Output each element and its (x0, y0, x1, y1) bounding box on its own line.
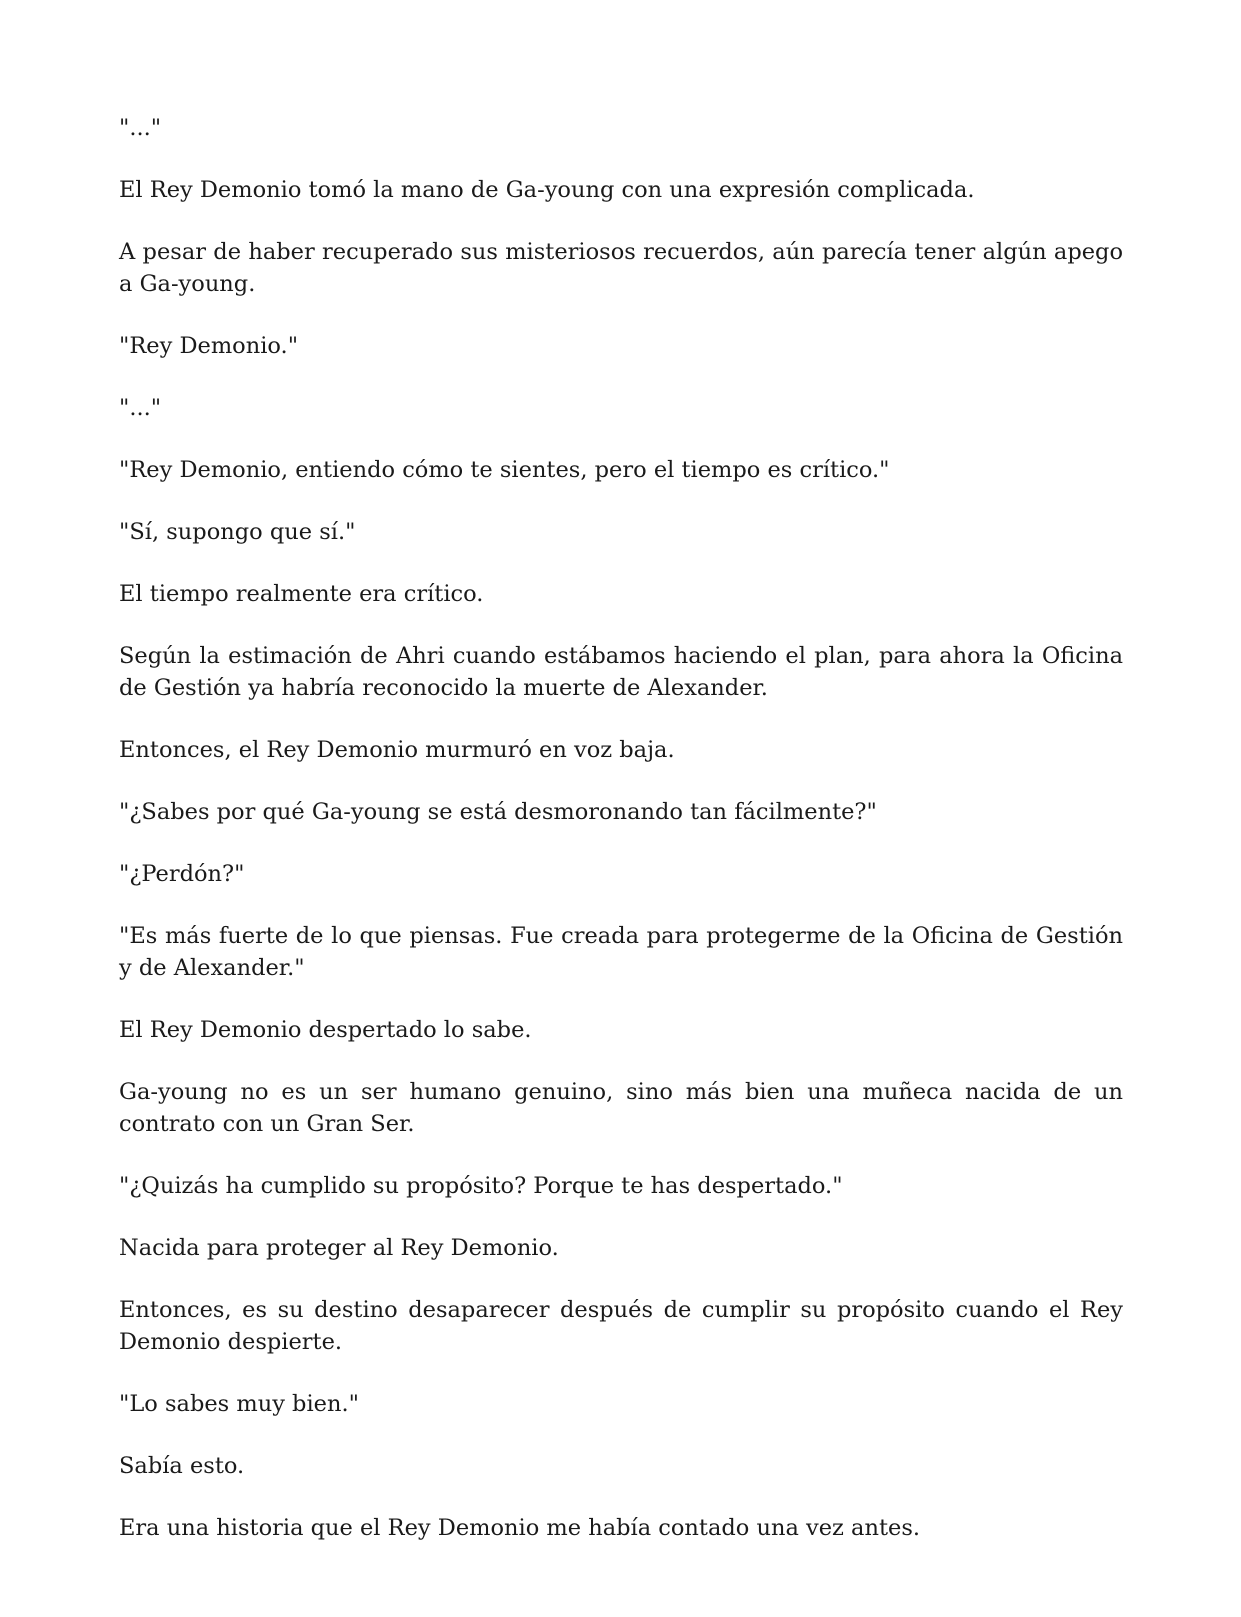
paragraph: "Rey Demonio." (119, 333, 299, 359)
paragraph: Según la estimación de Ahri cuando estábamos haciendo el plan, para ahora la Oficina de Gestión ya habría reconocido la muerte de Alexander. (119, 643, 1123, 701)
paragraph: Entonces, es su destino desaparecer después de cumplir su propósito cuando el Rey Demonio despierte. (119, 1297, 1123, 1355)
paragraph: "..." (119, 395, 162, 421)
document-body (119, 112, 1123, 1574)
paragraph: A pesar de haber recuperado sus misteriosos recuerdos, aún parecía tener algún apego a Ga-young. (119, 239, 1123, 297)
paragraph: "Lo sabes muy bien." (119, 1391, 359, 1417)
paragraph: Ga-young no es un ser humano genuino, sino más bien una muñeca nacida de un contrato con un Gran Ser. (119, 1079, 1123, 1137)
paragraph: "¿Quizás ha cumplido su propósito? Porque te has despertado." (119, 1173, 843, 1199)
paragraph: El Rey Demonio tomó la mano de Ga-young con una expresión complicada. (119, 177, 975, 203)
paragraph: Sabía esto. (119, 1453, 245, 1479)
paragraph: "¿Perdón?" (119, 861, 245, 887)
paragraph: El Rey Demonio despertado lo sabe. (119, 1017, 532, 1043)
paragraph: "Es más fuerte de lo que piensas. Fue creada para protegerme de la Oficina de Gestión y de Alexander." (119, 923, 1123, 981)
paragraph: Nacida para proteger al Rey Demonio. (119, 1235, 559, 1261)
paragraph: Era una historia que el Rey Demonio me había contado una vez antes. (119, 1515, 921, 1541)
paragraph: El tiempo realmente era crítico. (119, 581, 484, 607)
paragraph: "¿Sabes por qué Ga-young se está desmoronando tan fácilmente?" (119, 799, 877, 825)
paragraph: "Rey Demonio, entiendo cómo te sientes, pero el tiempo es crítico." (119, 457, 890, 483)
paragraph: "..." (119, 115, 162, 141)
paragraph: Entonces, el Rey Demonio murmuró en voz baja. (119, 737, 675, 763)
paragraph: "Sí, supongo que sí." (119, 519, 356, 545)
